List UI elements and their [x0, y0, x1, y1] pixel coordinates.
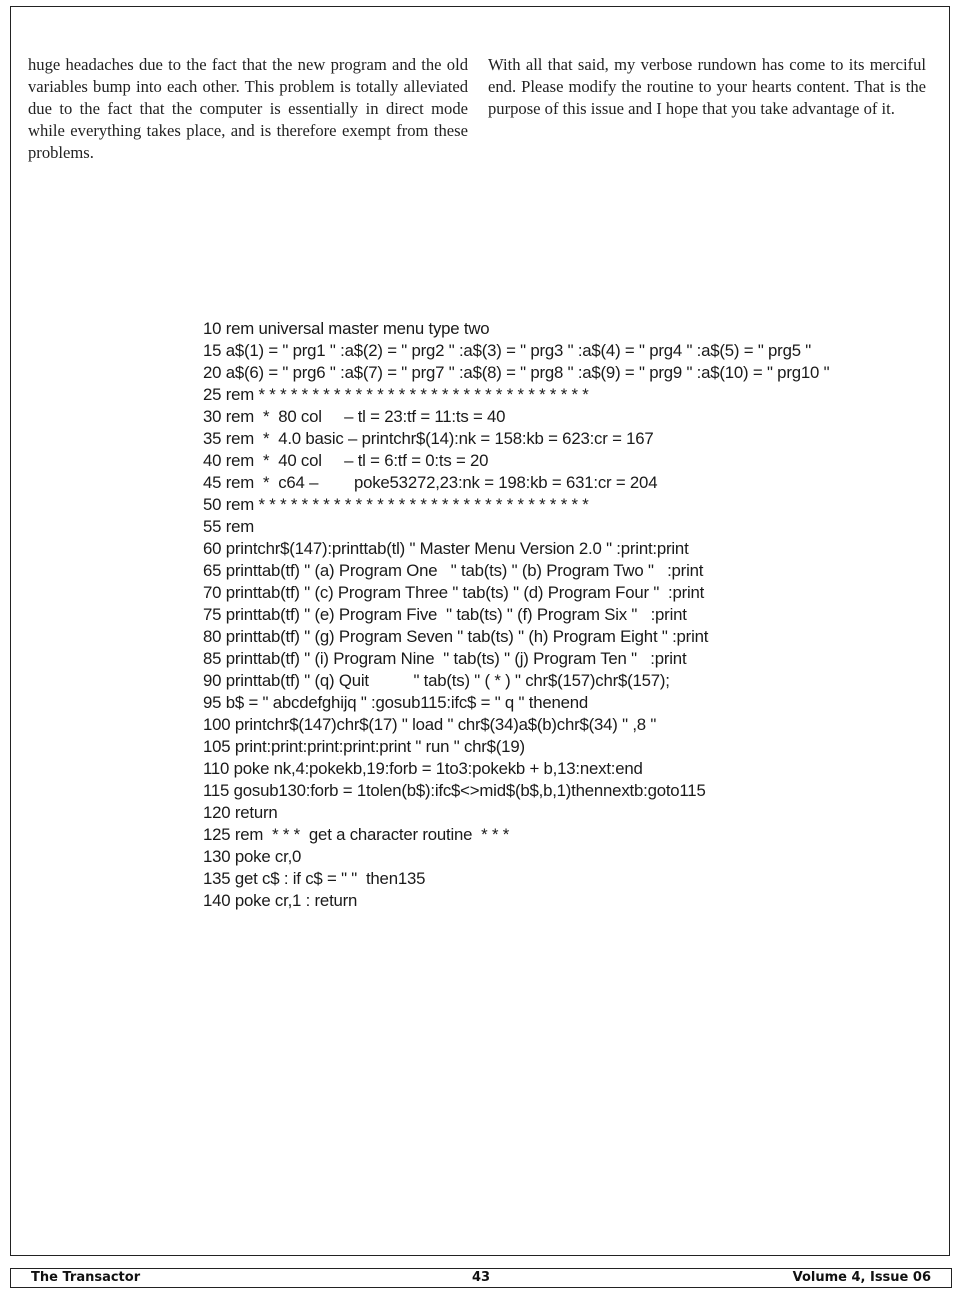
code-line-75: 75 printtab(tf) " (e) Program Five " tab(ts) " (f) Program Six " :print	[203, 605, 687, 624]
code-line-125: 125 rem * * * get a character routine * * *	[203, 825, 510, 844]
article-right-column: With all that said, my verbose rundown has come to its merciful end. Please modify the routine to your hearts content. That is the purpose of this issue and I hope that you take advantage of it.	[488, 55, 926, 118]
code-line-80: 80 printtab(tf) " (g) Program Seven " tab(ts) " (h) Program Eight " :print	[203, 627, 709, 646]
code-line-110: 110 poke nk,4:pokekb,19:forb = 1to3:pokekb + b,13:next:end	[203, 759, 643, 778]
code-line-65: 65 printtab(tf) " (a) Program One " tab(ts) " (b) Program Two " :print	[203, 561, 704, 580]
code-line-10: 10 rem universal master menu type two	[203, 319, 490, 338]
code-line-70: 70 printtab(tf) " (c) Program Three " tab(ts) " (d) Program Four " :print	[203, 583, 705, 602]
code-line-120: 120 return	[203, 803, 278, 822]
code-line-105: 105 print:print:print:print:print " run " chr$(19)	[203, 737, 525, 756]
code-line-85: 85 printtab(tf) " (i) Program Nine " tab(ts) " (j) Program Ten " :print	[203, 649, 687, 668]
code-line-50: 50 rem * * * * * * * * * * * * * * * * * * * * * * * * * * * * * * *	[203, 495, 589, 514]
code-line-40: 40 rem * 40 col – tl = 6:tf = 0:ts = 20	[203, 451, 489, 470]
code-line-25: 25 rem * * * * * * * * * * * * * * * * * * * * * * * * * * * * * * *	[203, 385, 589, 404]
code-line-100: 100 printchr$(147)chr$(17) " load " chr$(34)a$(b)chr$(34) " ,8 "	[203, 715, 657, 734]
page-footer	[10, 1268, 952, 1288]
code-line-95: 95 b$ = " abcdefghijq " :gosub115:ifc$ = " q " thenend	[203, 693, 588, 712]
code-line-130: 130 poke cr,0	[203, 847, 302, 866]
article-left-column: huge headaches due to the fact that the new program and the old variables bump into each other. This problem is totally alleviated due to the fact that the computer is essentially in direct mode while everything takes place, and is therefore exempt from these problems.	[28, 55, 468, 162]
code-line-15: 15 a$(1) = " prg1 " :a$(2) = " prg2 " :a$(3) = " prg3 " :a$(4) = " prg4 " :a$(5) = " prg5 "	[203, 341, 812, 360]
code-line-115: 115 gosub130:forb = 1tolen(b$):ifc$<>mid$(b$,b,1)thennextb:goto115	[203, 781, 706, 800]
code-line-45: 45 rem * c64 – poke53272,23:nk = 198:kb = 631:cr = 204	[203, 473, 658, 492]
page-number: 43	[471, 1270, 491, 1285]
basic-program-listing	[203, 318, 903, 912]
code-line-30: 30 rem * 80 col – tl = 23:tf = 11:ts = 40	[203, 407, 506, 426]
code-line-90: 90 printtab(tf) " (q) Quit " tab(ts) " ( * ) " chr$(157)chr$(157);	[203, 671, 670, 690]
code-line-55: 55 rem	[203, 517, 255, 536]
code-line-140: 140 poke cr,1 : return	[203, 891, 358, 910]
code-line-20: 20 a$(6) = " prg6 " :a$(7) = " prg7 " :a$(8) = " prg8 " :a$(9) = " prg9 " :a$(10) = " prg10 "	[203, 363, 830, 382]
code-line-60: 60 printchr$(147):printtab(tl) " Master Menu Version 2.0 " :print:print	[203, 539, 689, 558]
publication-name: The Transactor	[31, 1270, 141, 1285]
code-line-35: 35 rem * 4.0 basic – printchr$(14):nk = 158:kb = 623:cr = 167	[203, 429, 654, 448]
issue-label: Volume 4, Issue 06	[792, 1270, 931, 1285]
code-line-135: 135 get c$ : if c$ = " " then135	[203, 869, 426, 888]
